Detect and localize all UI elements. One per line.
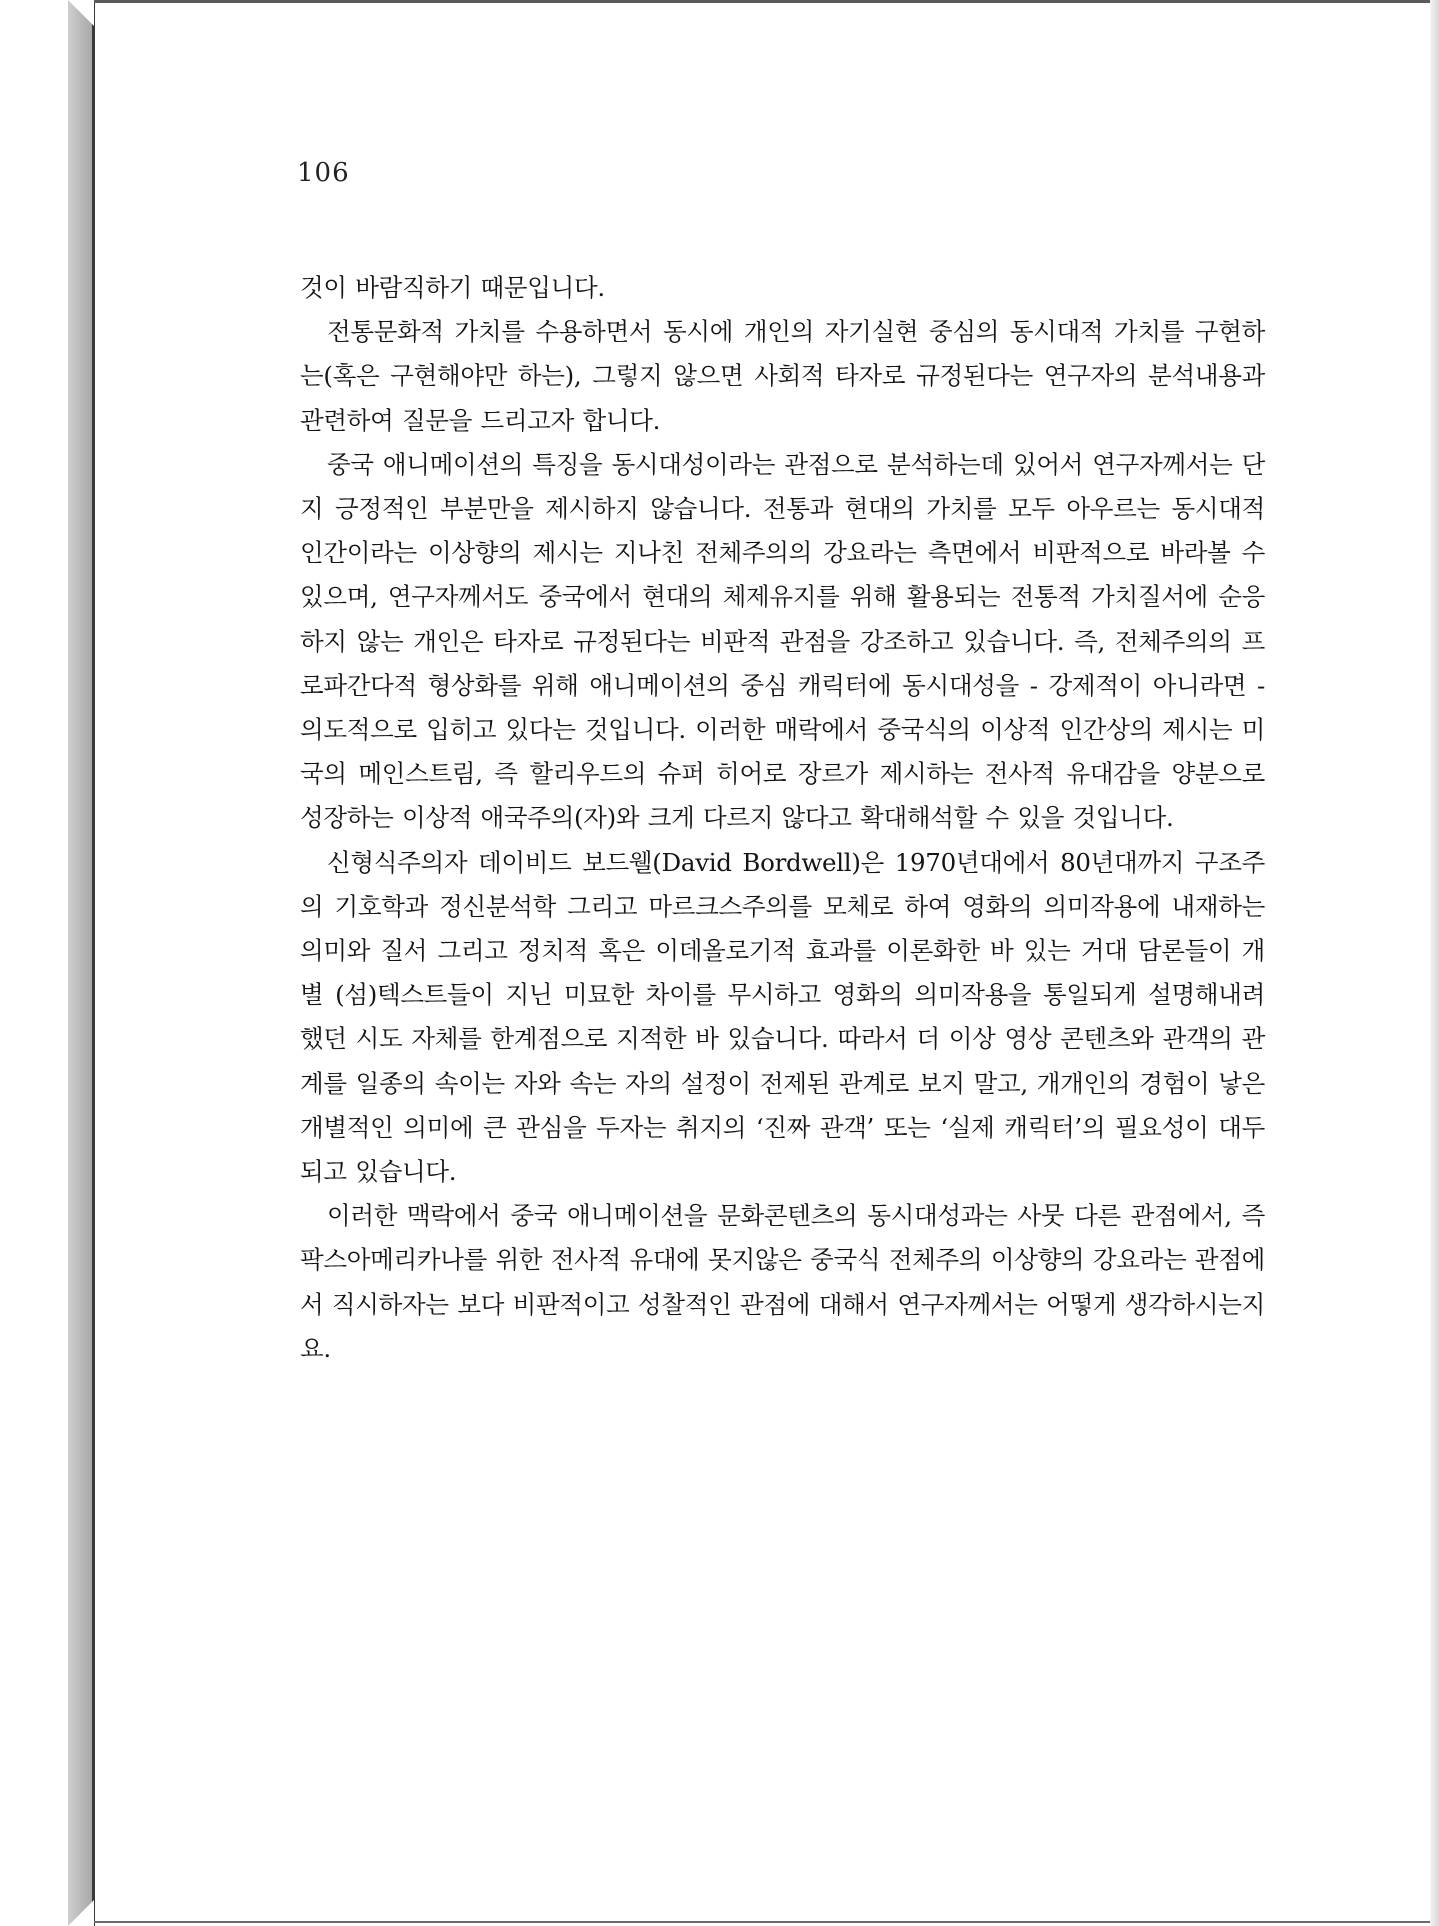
spine-top-corner xyxy=(68,0,94,26)
page-number: 106 xyxy=(297,158,350,188)
paragraph-4: 신형식주의자 데이비드 보드웰(David Bordwell)은 1970년대에서 80년대까지 구조주의 기호학과 정신분석학 그리고 마르크스주의를 모체로 하여 영화의 의미작용에 내재하는 의미와 질서 그리고 정치적 혹은 이데올로기적 효과를 이론화한 바 있는 거대 담론들이 개별 (섬)텍스트들이 지닌 미묘한 차이를 무시하고 영화의 의미작용을 통일되게 설명해내려 했던 시도 자체를 한계점으로 지적한 바 있습니다. 따라서 더 이상 영상 콘텐츠와 관객의 관계를 일종의 속이는 자와 속는 자의 설정이 전제된 관계로 보지 말고, 개개인의 경험이 낳은 개별적인 의미에 큰 관심을 두자는 취지의 ‘진짜 관객’ 또는 ‘실제 캐릭터’의 필요성이 대두되고 있습니다. xyxy=(300,847,1265,1187)
spine-bottom-corner xyxy=(68,1900,94,1926)
paragraph-3: 중국 애니메이션의 특징을 동시대성이라는 관점으로 분석하는데 있어서 연구자께서는 단지 긍정적인 부분만을 제시하지 않습니다. 전통과 현대의 가치를 모두 아우르는 동시대적 인간이라는 이상향의 제시는 지나친 전체주의의 강요라는 측면에서 비판적으로 바라볼 수 있으며, 연구자께서도 중국에서 현대의 체제유지를 위해 활용되는 전통적 가치질서에 순응하지 않는 개인은 타자로 규정된다는 비판적 관점을 강조하고 있습니다. 즉, 전체주의의 프로파간다적 형상화를 위해 애니메이션의 중심 캐릭터에 동시대성을 - 강제적이 아니라면 - 의도적으로 입히고 있다는 것입니다. 이러한 매락에서 중국식의 이상적 인간상의 제시는 미국의 메인스트림, 즉 할리우드의 슈퍼 히어로 장르가 제시하는 전사적 유대감을 양분으로 성장하는 이상적 애국주의(자)와 크게 다르지 않다고 확대해석할 수 있을 것입니다. xyxy=(300,449,1265,833)
paragraph-2: 전통문화적 가치를 수용하면서 동시에 개인의 자기실현 중심의 동시대적 가치를 구현하는(혹은 구현해야만 하는), 그렇지 않으면 사회적 타자로 규정된다는 연구자의 분석내용과 관련하여 질문을 드리고자 합니다. xyxy=(300,317,1265,435)
spine-edge-line xyxy=(92,0,95,1926)
book-spine xyxy=(68,0,92,1926)
page-bottom-edge xyxy=(94,1921,1439,1923)
paragraph-1: 것이 바람직하기 때문입니다. xyxy=(300,273,605,302)
page-top-edge xyxy=(94,0,1439,3)
paragraph-5: 이러한 맥락에서 중국 애니메이션을 문화콘텐츠의 동시대성과는 사뭇 다른 관점에서, 즉 팍스아메리카나를 위한 전사적 유대에 못지않은 중국식 전체주의 이상향의 강요라는 관점에서 직시하자는 보다 비판적이고 성찰적인 관점에 대해서 연구자께서는 어떻게 생각하시는지요. xyxy=(300,1201,1265,1363)
page-right-shadow xyxy=(1430,0,1439,1926)
body-text xyxy=(300,266,1265,1371)
